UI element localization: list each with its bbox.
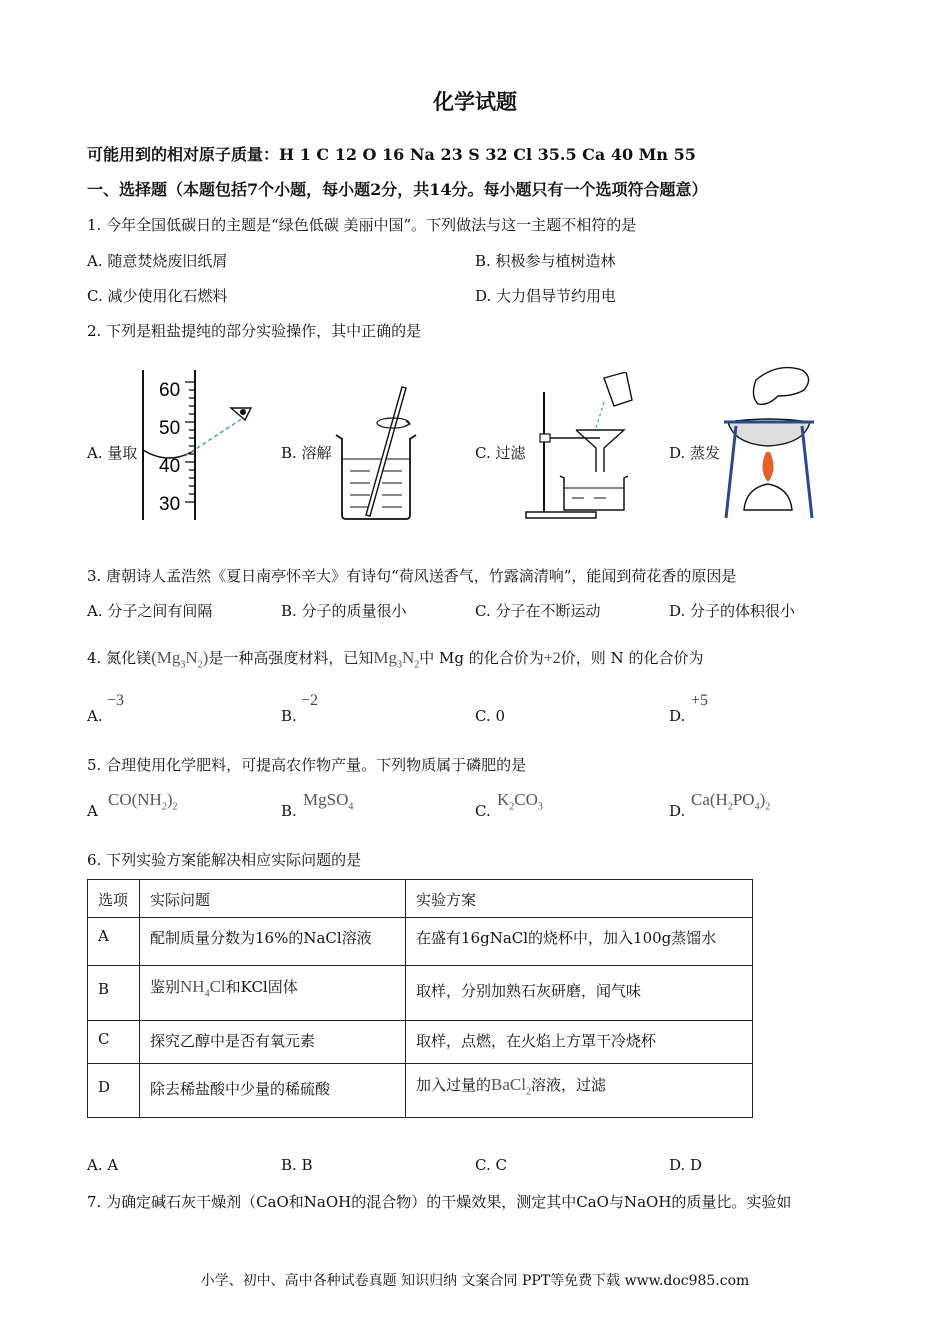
q3-option-b: B. 分子的质量很小 [281, 602, 407, 620]
q4-option-b-label: B. [281, 707, 297, 725]
q6-option-d: D. D [669, 1156, 703, 1174]
plan-suffix: 溶液，过滤 [530, 1076, 606, 1094]
q5-option-a-label: A [87, 802, 98, 820]
table-cell-problem: 配制质量分数为16%的NaCl溶液 [140, 918, 406, 966]
q5-stem: 5. 合理使用化学肥料，可提高农作物产量。下列物质属于磷肥的是 [87, 756, 527, 774]
table-row [88, 1064, 753, 1118]
table-cell-problem: 除去稀盐酸中少量的稀硫酸 [140, 1064, 406, 1118]
q5-option-b-formula: MgSO$_4$ [303, 790, 354, 813]
q4-stem-suffix: 价，则 N 的化合价为 [560, 649, 704, 667]
q2-option-a: A. 量取 [87, 444, 138, 462]
table-cell-plan: 在盛有16gNaCl的烧杯中，加入100g蒸馏水 [406, 918, 753, 966]
q5-option-c-formula: $K_2CO_3$ [497, 790, 543, 813]
q4-option-c: C. 0 [475, 707, 506, 725]
table-cell-option: B [88, 966, 140, 1021]
cylinder-tick-30: 30 [159, 494, 181, 515]
q4-stem-mid: 是一种高强度材料，已知 [208, 649, 374, 667]
q3-option-d: D. 分子的体积很小 [669, 602, 796, 620]
nh4cl-formula: $NH_4Cl$ [180, 977, 226, 1000]
q4-option-a-value: −3 [107, 692, 125, 709]
section-heading: 一、选择题（本题包括7个小题，每小题2分，共14分。每小题只有一个选项符合题意） [87, 180, 708, 199]
q4-stem-prefix: 4. 氮化镁 [87, 649, 152, 667]
evaporation-figure [718, 360, 818, 522]
table-cell-plan: 取样，点燃，在火焰上方罩干冷烧杯 [406, 1021, 753, 1064]
table-cell-problem [140, 966, 406, 1021]
q5-option-b-label: B. [281, 802, 297, 820]
q4-option-d-value: +5 [691, 692, 709, 709]
q2-option-d: D. 蒸发 [669, 444, 721, 462]
q1-option-c: C. 减少使用化石燃料 [87, 287, 228, 305]
q4-option-a-label: A. [87, 707, 103, 725]
cylinder-tick-60: 60 [159, 380, 181, 401]
page-footer: 小学、初中、高中各种试卷真题 知识归纳 文案合同 PPT等免费下载 www.doc985.com [200, 1273, 750, 1289]
q4-stem-mid2: 中 Mg 的化合价为 [419, 649, 544, 667]
table-cell-plan [406, 1064, 753, 1118]
q4-stem [87, 647, 703, 670]
table-header-problem: 实际问题 [140, 880, 406, 918]
q2-option-c: C. 过滤 [475, 444, 526, 462]
plan-prefix: 加入过量的 [416, 1076, 492, 1094]
table-row [88, 966, 753, 1021]
q3-stem: 3. 唐朝诗人孟浩然《夏日南亭怀辛大》有诗句“荷风送香气，竹露滴清响”，能闻到荷花香的原因是 [87, 567, 737, 585]
q6-stem: 6. 下列实验方案能解决相应实际问题的是 [87, 851, 362, 869]
table-header-plan: 实验方案 [406, 880, 753, 918]
q6-option-a: A. A [87, 1156, 119, 1174]
q2-stem: 2. 下列是粗盐提纯的部分实验操作，其中正确的是 [87, 322, 422, 340]
table-header-row [88, 880, 753, 918]
filtration-figure [520, 372, 650, 522]
q1-option-b: B. 积极参与植树造林 [475, 252, 616, 270]
measuring-cylinder-figure [135, 368, 255, 523]
q1-option-d: D. 大力倡导节约用电 [475, 287, 617, 305]
q5-option-d-formula: $Ca(H_2PO_4)_2$ [691, 790, 771, 813]
problem-suffix: 和KCl固体 [225, 978, 298, 996]
q3-option-c: C. 分子在不断运动 [475, 602, 601, 620]
q6-option-c: C. C [475, 1156, 507, 1174]
q4-option-b-value: −2 [301, 692, 319, 709]
table-cell-option: D [88, 1064, 140, 1118]
table-row [88, 1021, 753, 1064]
table-row [88, 918, 753, 966]
q4-valence: +2 [543, 650, 561, 667]
cylinder-tick-50: 50 [159, 418, 181, 439]
table-cell-option: A [88, 918, 140, 966]
q4-option-d-label: D. [669, 707, 686, 725]
q6-option-b: B. B [281, 1156, 313, 1174]
page-title: 化学试题 [433, 89, 517, 114]
q2-option-b: B. 溶解 [281, 444, 332, 462]
q4-formula-mg3n2: $(Mg_3N_2)$ [151, 648, 209, 671]
q5-option-a-formula: $CO(NH_2)_2$ [108, 790, 178, 813]
cylinder-tick-40: 40 [159, 456, 181, 477]
q5-option-c-label: C. [475, 802, 491, 820]
q4-formula-mg3n2-again: $Mg_3N_2$ [373, 648, 420, 671]
table-cell-option: C [88, 1021, 140, 1064]
q5-option-d-label: D. [669, 802, 686, 820]
experiment-table [87, 879, 753, 1118]
q7-stem: 7. 为确定碱石灰干燥剂（CaO和NaOH的混合物）的干燥效果，测定其中CaO与NaOH的质量比。实验如 [87, 1193, 792, 1211]
atomic-masses: 可能用到的相对原子质量：H 1 C 12 O 16 Na 23 S 32 Cl 35.5 Ca 40 Mn 55 [87, 145, 696, 164]
bacl2-formula: BaCl$_2$ [491, 1075, 531, 1098]
table-cell-plan: 取样，分别加熟石灰研磨，闻气味 [406, 966, 753, 1021]
table-cell-problem: 探究乙醇中是否有氧元素 [140, 1021, 406, 1064]
problem-prefix: 鉴别 [150, 978, 181, 996]
dissolving-beaker-figure [330, 383, 425, 523]
q1-option-a: A. 随意焚烧废旧纸屑 [87, 252, 228, 270]
table-header-option: 选项 [88, 880, 140, 918]
q3-option-a: A. 分子之间有间隔 [87, 602, 213, 620]
q1-stem: 1. 今年全国低碳日的主题是“绿色低碳 美丽中国”。下列做法与这一主题不相符的是 [87, 216, 637, 234]
